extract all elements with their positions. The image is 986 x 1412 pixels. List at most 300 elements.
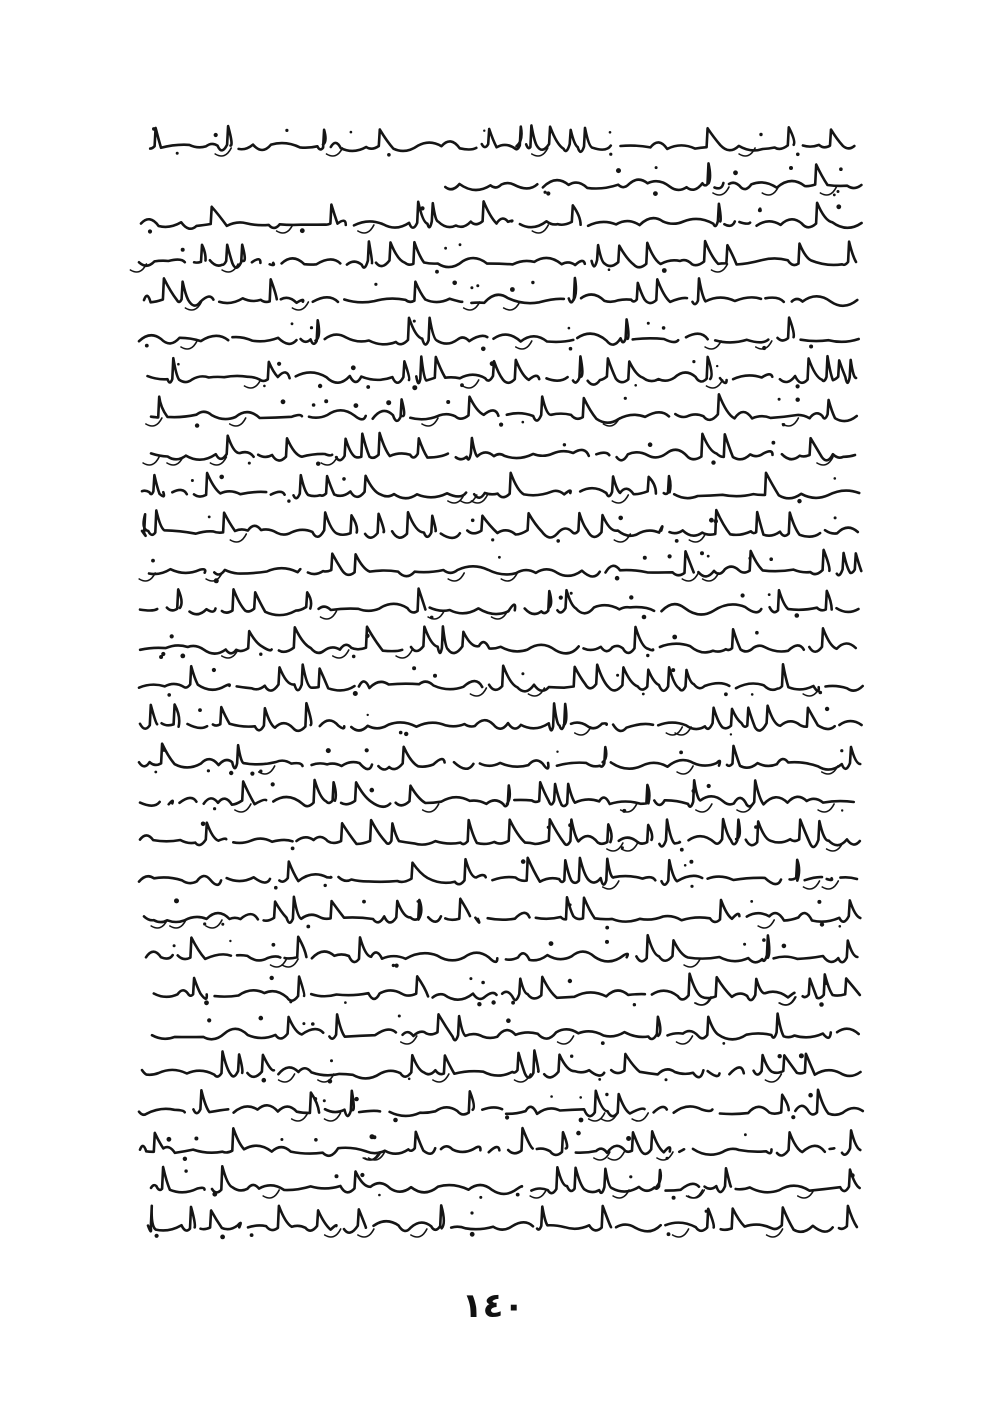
ink-dot <box>643 555 647 559</box>
ink-dot <box>274 886 278 890</box>
ink-dot <box>833 193 836 196</box>
ink-dot <box>758 208 761 211</box>
ink-dot <box>310 326 313 329</box>
ink-dot <box>481 347 486 352</box>
ink-dot <box>458 243 461 246</box>
ink-dot <box>446 400 450 404</box>
ink-dot <box>605 939 609 943</box>
ink-stroke <box>142 510 858 538</box>
ink-dot <box>762 938 766 942</box>
ink-dot <box>351 365 356 370</box>
ink-dot <box>505 1115 509 1119</box>
ink-stroke <box>320 611 336 619</box>
ink-dot <box>353 691 358 696</box>
ink-dot <box>324 399 328 403</box>
ink-stroke <box>142 473 859 498</box>
ink-dot <box>550 1095 553 1098</box>
ink-dot <box>558 596 562 600</box>
ink-stroke <box>149 549 861 576</box>
ink-dot <box>221 1234 226 1239</box>
ink-dot <box>195 1136 199 1140</box>
handwritten-line <box>136 778 854 814</box>
ink-dot <box>365 748 369 752</box>
ink-dot <box>616 674 619 677</box>
ink-dot <box>198 708 202 712</box>
page-number: ١٤٠ <box>461 1286 525 1326</box>
ink-stroke <box>445 163 861 190</box>
ink-dot <box>662 326 666 330</box>
ink-stroke <box>676 1036 692 1044</box>
ink-stroke <box>139 1090 863 1116</box>
ink-dot <box>744 1133 747 1136</box>
ink-stroke <box>711 264 727 272</box>
ink-dot <box>570 1055 573 1058</box>
ink-dot <box>833 516 836 519</box>
ink-stroke <box>139 241 856 268</box>
ink-stroke <box>292 302 308 310</box>
ink-dot <box>180 247 184 251</box>
ink-dot <box>850 1173 854 1177</box>
ink-dot <box>692 360 695 363</box>
ink-dot <box>794 613 799 618</box>
ink-dot <box>183 1156 187 1160</box>
ink-dot <box>420 206 424 210</box>
ink-dot <box>343 477 347 481</box>
ink-dot <box>250 1233 254 1237</box>
ink-dot <box>155 1233 159 1237</box>
ink-dot <box>397 1014 400 1017</box>
ink-stroke <box>140 780 854 807</box>
handwritten-line <box>147 431 855 467</box>
ink-dot <box>750 900 753 903</box>
ink-stroke <box>148 356 857 384</box>
ink-stroke <box>206 920 222 928</box>
ink-dot <box>429 616 433 620</box>
ink-dot <box>435 270 439 274</box>
ink-dot <box>391 963 394 966</box>
handwritten-line <box>136 624 856 660</box>
ink-dot <box>626 1136 631 1141</box>
ink-dot <box>642 693 645 696</box>
ink-dot <box>476 285 479 288</box>
ink-dot <box>707 784 711 788</box>
ink-dot <box>370 788 375 793</box>
ink-dot <box>250 771 254 775</box>
ink-dot <box>700 551 704 555</box>
ink-dot <box>607 268 610 271</box>
handwritten-line <box>135 855 857 891</box>
ink-dot <box>711 460 715 464</box>
ink-stroke <box>471 688 487 696</box>
ink-dot <box>388 153 392 157</box>
ink-dot <box>263 384 266 387</box>
ink-dot <box>777 398 780 401</box>
handwritten-line <box>138 508 858 544</box>
ink-dot <box>362 900 366 904</box>
ink-dot <box>646 654 649 657</box>
ink-dot <box>798 499 802 503</box>
ink-dot <box>327 1079 332 1084</box>
ink-stroke <box>463 380 479 388</box>
ink-dot <box>306 925 310 929</box>
ink-dot <box>664 1079 667 1082</box>
ink-dot <box>154 770 157 773</box>
ink-stroke <box>804 881 820 889</box>
ink-dot <box>452 281 457 286</box>
ink-dot <box>220 475 225 480</box>
ink-stroke <box>139 665 863 692</box>
ink-dot <box>522 673 525 676</box>
ink-dot <box>569 347 573 351</box>
handwritten-line <box>135 315 859 351</box>
ink-stroke <box>151 394 857 422</box>
ink-dot <box>724 693 728 697</box>
ink-dot <box>578 1118 583 1123</box>
ink-stroke <box>140 1128 860 1156</box>
ink-stroke <box>235 804 251 812</box>
ink-dot <box>491 538 494 541</box>
ink-dot <box>777 1054 781 1058</box>
ink-stroke <box>140 819 860 847</box>
ink-stroke <box>146 935 857 962</box>
ink-dot <box>152 127 156 131</box>
ink-dot <box>248 461 251 464</box>
ink-dot <box>605 926 609 930</box>
ink-dot <box>648 442 653 447</box>
handwritten-line <box>136 817 860 853</box>
ink-stroke <box>325 1229 341 1237</box>
ink-stroke <box>142 1051 861 1079</box>
ink-stroke <box>148 1205 857 1232</box>
ink-dot <box>771 441 775 445</box>
ink-dot <box>609 131 612 134</box>
ink-dot <box>291 322 294 325</box>
ink-dot <box>214 133 218 137</box>
ink-dot <box>259 769 262 772</box>
ink-stroke <box>324 1113 340 1121</box>
ink-dot <box>498 555 501 558</box>
ink-stroke <box>514 1074 530 1082</box>
ink-dot <box>316 461 320 465</box>
ink-dot <box>836 190 839 193</box>
ink-dot <box>412 667 416 671</box>
ink-stroke <box>245 380 261 388</box>
ink-stroke <box>358 225 374 233</box>
ink-dot <box>680 848 684 852</box>
ink-stroke <box>613 495 629 503</box>
ink-dot <box>506 1018 511 1023</box>
ink-dot <box>567 979 571 983</box>
handwritten-line <box>140 894 860 930</box>
ink-dot <box>516 1193 520 1197</box>
ink-dot <box>546 191 550 195</box>
ink-dot <box>161 652 165 656</box>
handwritten-line <box>438 161 861 197</box>
ink-dot <box>481 981 485 985</box>
ink-stroke <box>141 202 862 229</box>
handwritten-text-block <box>128 122 868 1242</box>
ink-stroke <box>151 1166 860 1194</box>
ink-dot <box>709 518 714 523</box>
ink-dot <box>767 593 770 596</box>
ink-dot <box>471 519 475 523</box>
ink-dot <box>834 477 837 480</box>
handwritten-line <box>136 701 862 737</box>
ink-stroke <box>151 1013 858 1040</box>
ink-dot <box>174 898 179 903</box>
ink-dot <box>444 247 447 250</box>
ink-dot <box>490 361 495 366</box>
ink-dot <box>291 846 295 850</box>
ink-dot <box>569 823 573 827</box>
ink-dot <box>408 1078 411 1081</box>
ink-dot <box>300 228 305 233</box>
ink-dot <box>653 191 658 196</box>
ink-dot <box>755 631 759 635</box>
ink-dot <box>207 769 210 772</box>
ink-dot <box>655 166 658 169</box>
ink-stroke <box>140 626 856 653</box>
ink-dot <box>207 516 210 519</box>
handwritten-line <box>142 354 856 390</box>
ink-dot <box>344 1001 347 1004</box>
ink-dot <box>671 1196 675 1200</box>
ink-dot <box>479 1196 482 1199</box>
ink-dot <box>207 1018 211 1022</box>
ink-stroke <box>140 589 858 616</box>
ink-dot <box>354 1097 358 1101</box>
ink-dot <box>365 633 369 637</box>
ink-dot <box>674 539 678 543</box>
ink-stroke <box>411 1229 427 1237</box>
ink-dot <box>796 384 800 388</box>
ink-dot <box>510 287 515 292</box>
ink-dot <box>399 731 403 735</box>
ink-dot <box>605 1093 608 1096</box>
ink-stroke <box>448 573 464 581</box>
ink-dot <box>176 152 179 155</box>
ink-dot <box>195 424 199 428</box>
ink-dot <box>214 578 219 583</box>
ink-dot <box>366 385 370 389</box>
ink-dot <box>314 1138 318 1142</box>
ink-stroke <box>765 1074 781 1082</box>
ink-dot <box>629 595 633 599</box>
ink-dot <box>204 1001 209 1006</box>
ink-dot <box>749 556 752 559</box>
ink-dot <box>716 364 718 366</box>
handwritten-line <box>140 276 857 312</box>
handwritten-line <box>146 122 854 158</box>
ink-dot <box>258 1016 263 1021</box>
ink-dot <box>795 398 799 402</box>
ink-dot <box>733 170 738 175</box>
ink-dot <box>352 654 356 658</box>
ink-dot <box>618 516 623 521</box>
ink-dot <box>841 809 843 811</box>
ink-dot <box>271 942 275 946</box>
ink-dot <box>824 982 827 985</box>
handwritten-line <box>136 585 858 621</box>
ink-dot <box>229 939 231 941</box>
ink-dot <box>499 423 503 427</box>
ink-dot <box>623 397 626 400</box>
ink-dot <box>762 346 766 350</box>
handwritten-line <box>136 1126 860 1162</box>
ink-dot <box>326 748 331 753</box>
ink-stroke <box>263 1190 279 1198</box>
ink-dot <box>667 1232 671 1236</box>
ink-dot <box>360 1173 364 1177</box>
ink-dot <box>313 1097 317 1101</box>
ink-dot <box>302 1022 305 1025</box>
ink-dot <box>743 942 746 945</box>
ink-stroke <box>673 1229 689 1237</box>
ink-stroke <box>608 1152 624 1160</box>
ink-dot <box>259 652 262 655</box>
ink-stroke <box>423 804 439 812</box>
ink-stroke <box>151 126 855 152</box>
ink-dot <box>404 732 408 736</box>
ink-stroke <box>516 341 532 349</box>
ink-dot <box>819 691 823 695</box>
handwritten-line <box>148 971 860 1007</box>
ink-dot <box>413 320 416 323</box>
ink-dot <box>374 283 377 286</box>
ink-dot <box>819 1002 824 1007</box>
ink-dot <box>690 885 693 888</box>
ink-dot <box>576 1130 581 1135</box>
ink-dot <box>367 714 369 716</box>
ink-dot <box>470 287 473 290</box>
ink-stroke <box>684 959 700 967</box>
ink-dot <box>672 634 677 639</box>
ink-stroke <box>333 650 349 658</box>
ink-dot <box>212 1192 217 1197</box>
ink-dot <box>666 1156 669 1159</box>
handwritten-line <box>135 1087 863 1123</box>
ink-dot <box>386 400 391 405</box>
ink-stroke <box>139 318 859 345</box>
ink-dot <box>626 326 629 329</box>
ink-dot <box>170 634 174 638</box>
ink-stroke <box>144 278 857 306</box>
ink-dot <box>740 594 744 598</box>
ink-dot <box>760 133 763 136</box>
ink-dot <box>838 925 841 928</box>
ink-stroke <box>622 843 638 851</box>
ink-dot <box>318 383 322 387</box>
ink-dot <box>839 167 843 171</box>
ink-dot <box>543 190 546 193</box>
ink-dot <box>334 1174 338 1178</box>
ink-dot <box>647 322 650 325</box>
ink-dot <box>184 1170 187 1173</box>
ink-dot <box>212 668 216 672</box>
ink-dot <box>730 733 732 735</box>
ink-dot <box>433 674 437 678</box>
ink-dot <box>799 1054 804 1059</box>
ink-stroke <box>153 974 859 1001</box>
ink-stroke <box>607 843 623 851</box>
ink-dot <box>469 977 472 980</box>
ink-dot <box>353 403 358 408</box>
ink-dot <box>722 1042 725 1045</box>
ink-dot <box>394 963 398 967</box>
ink-dot <box>789 166 793 170</box>
ink-stroke <box>140 703 862 731</box>
ink-dot <box>713 519 717 523</box>
ink-dot <box>521 421 524 424</box>
ink-dot <box>598 1078 601 1081</box>
ink-dot <box>350 131 353 134</box>
ink-stroke <box>358 1229 374 1237</box>
ink-dot <box>836 205 841 210</box>
ink-dot <box>781 943 786 948</box>
ink-dot <box>229 770 233 774</box>
ink-dot <box>201 821 206 826</box>
ink-dot <box>621 846 624 849</box>
ink-stroke <box>278 1074 294 1082</box>
ink-dot <box>569 592 572 595</box>
ink-stroke <box>181 341 197 349</box>
ink-dot <box>145 344 149 348</box>
ink-dot <box>221 923 224 926</box>
ink-dot <box>791 1115 795 1119</box>
ink-dot <box>491 1000 495 1004</box>
handwritten-line <box>142 933 857 969</box>
ink-dot <box>393 1118 398 1123</box>
ink-dot <box>172 944 175 947</box>
ink-dot <box>556 750 558 752</box>
ink-dot <box>671 668 675 672</box>
ink-dot <box>547 825 550 828</box>
ink-stroke <box>143 457 159 465</box>
ink-dot <box>471 1211 474 1214</box>
ink-dot <box>610 153 613 156</box>
ink-dot <box>692 789 696 793</box>
ink-dot <box>271 782 275 786</box>
handwritten-line <box>148 1010 859 1046</box>
ink-dot <box>825 707 829 711</box>
ink-dot <box>378 1194 381 1197</box>
ink-dot <box>556 539 560 543</box>
ink-stroke <box>822 881 838 889</box>
ink-dot <box>180 653 185 658</box>
ink-dot <box>148 230 152 234</box>
ink-dot <box>470 1232 475 1237</box>
handwritten-line <box>145 547 861 583</box>
ink-dot <box>477 1002 481 1006</box>
ink-dot <box>679 750 683 754</box>
ink-stroke <box>707 380 723 388</box>
ink-dot <box>261 1078 266 1083</box>
ink-dot <box>177 362 180 365</box>
ink-stroke <box>677 766 693 774</box>
ink-dot <box>203 922 206 925</box>
ink-dot <box>460 383 464 387</box>
ink-dot <box>416 900 419 903</box>
ink-dot <box>579 1096 582 1099</box>
ink-dot <box>615 575 620 580</box>
handwritten-line <box>147 1164 860 1200</box>
ink-stroke <box>632 1113 648 1121</box>
handwritten-line <box>138 469 859 505</box>
ink-dot <box>662 268 667 273</box>
ink-dot <box>281 1138 284 1141</box>
ink-dot <box>840 749 843 752</box>
ink-dot <box>286 129 289 132</box>
